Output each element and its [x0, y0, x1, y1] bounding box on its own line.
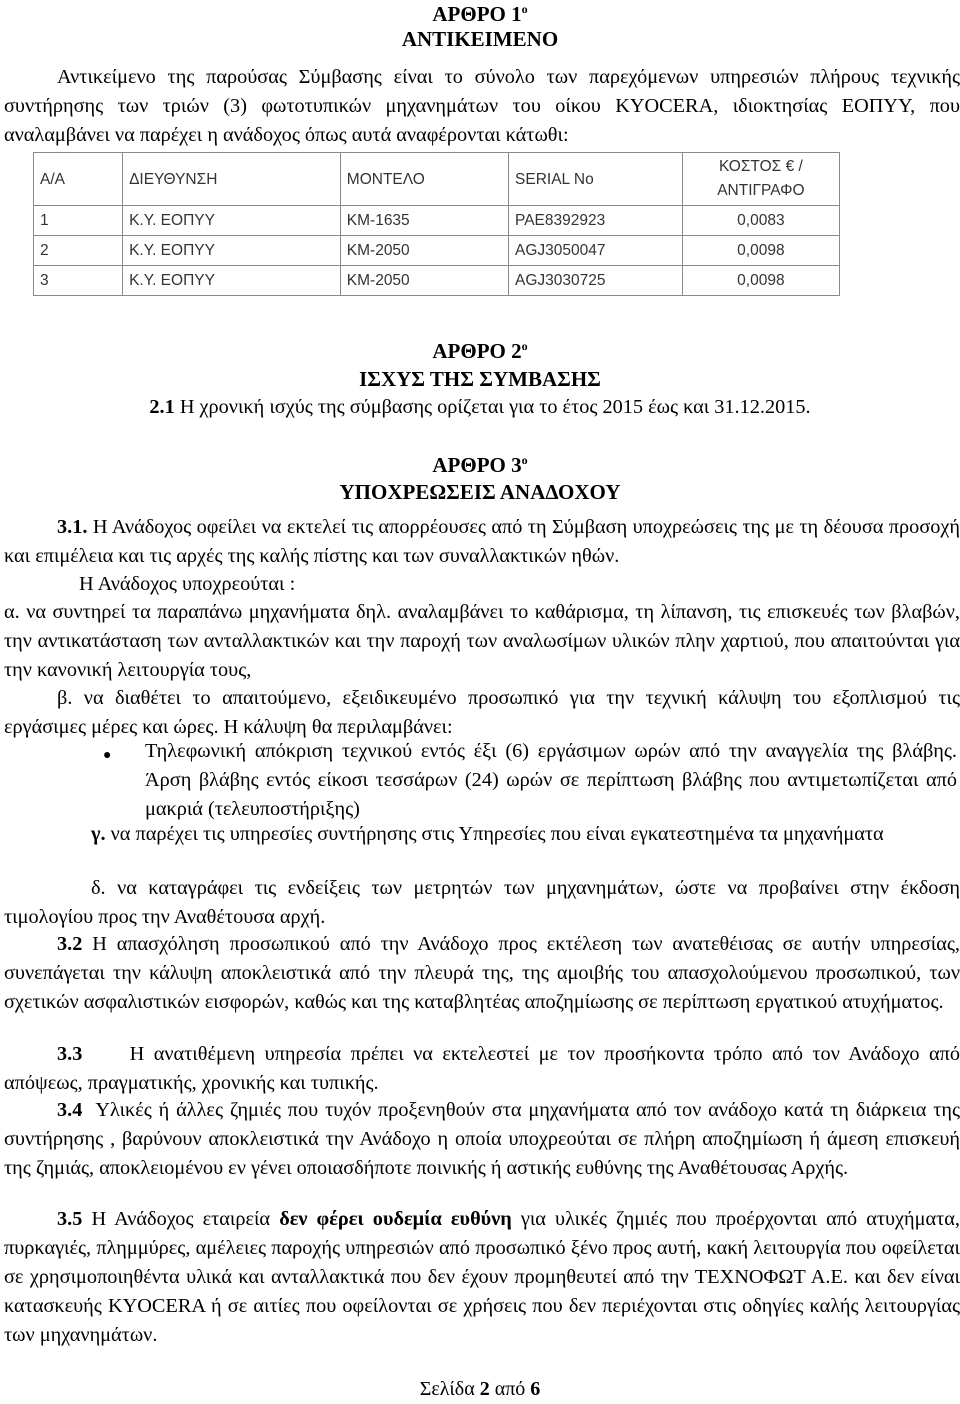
- obliged-line: Η Ανάδοχος υποχρεούται :: [79, 573, 296, 595]
- article-2-subtitle: ΙΣΧΥΣ ΤΗΣ ΣΥΜΒΑΣΗΣ: [359, 367, 601, 391]
- cell-aa: 1: [34, 206, 123, 236]
- paragraph-3-1: 3.1. Η Ανάδοχος οφείλει να εκτελεί τις απορρέουσες από τη Σύμβαση υποχρεώσεις της με τη δέουσα προσοχή και επιμέλεια και τις αρχές της καλής πίστης και των συναλλακτικών ηθών.: [4, 516, 960, 567]
- item-a: α. να συντηρεί τα παραπάνω μηχανήματα δηλ. αναλαμβάνει το καθάρισμα, τη λίπανση, τις επισκευές των βλαβών, την αντικατάσταση των ανταλλακτικών και την παροχή των αναλωσίμων υλικών πλην χαρτιού, που απαιτούνται για την κανονική λειτουργία τους,: [4, 601, 960, 681]
- table-row: [34, 236, 840, 266]
- table-row: [34, 206, 840, 236]
- item-b: β. να διαθέτει το απαιτούμενο, εξειδικευμένο προσωπικό για την τεχνική κάλυψη του εξοπλισμού τις εργάσιμες μέρες και ώρες. Η κάλυψη θα περιλαμβάνει:: [4, 687, 960, 738]
- article-3-title: ΑΡΘΡΟ $3^o$: [432, 453, 528, 477]
- cell-model: KM-1635: [340, 206, 508, 236]
- paragraph-3-3: 3.3 Η ανατιθέμενη υπηρεσία πρέπει να εκτελεστεί με τον προσήκοντα τρόπο από τον Ανάδοχο από απόψεως, πραγματικής, χρονικής και τυπικής.: [4, 1043, 960, 1094]
- item-d: δ. να καταγράφει τις ενδείξεις των μετρητών των μηχανημάτων, ώστε να προβαίνει στην έκδοση τιμολογίου προς την Αναθέτουσα αρχή.: [4, 877, 960, 928]
- cell-cost: 0,0098: [682, 266, 839, 296]
- paragraph-2-1: 2.1 Η χρονική ισχύς της σύμβασης ορίζεται για το έτος 2015 έως και 31.12.2015.: [149, 396, 811, 418]
- col-header-aa: Α/Α: [34, 153, 123, 206]
- bullet-text: Τηλεφωνική απόκριση τεχνικού εντός έξι (6) εργάσιμων ωρών από την αναγγελία της βλάβης. Άρση βλάβης εντός είκοσι τεσσάρων (24) ωρών σε περίπτωση βλάβης που αντιμετωπίζεται από μακριά (τελευποστήριξης): [145, 740, 957, 820]
- article-1-intro: Αντικείμενο της παρούσας Σύμβασης είναι το σύνολο των παρεχόμενων υπηρεσιών πλήρους τεχνικής συντήρησης των τριών (3) φωτοτυπικών μηχανημάτων του οίκου KYOCERA, ιδιοκτησίας ΕΟΠΥΥ, που αναλαμβάνει να παρέχει η ανάδοχος όπως αυτά αναφέρονται κάτωθι:: [4, 66, 960, 146]
- paragraph-3-5: 3.5 Η Ανάδοχος εταιρεία δεν φέρει ουδεμία ευθύνη για υλικές ζημιές που προέρχονται από ατυχήματα, πυρκαγιές, πλημμύρες, αμέλειες παροχής υπηρεσιών από προσωπικό ξένο προς αυτή, κακή λειτουργία που οφείλεται σε χρησιμοποιηθέντα υλικά και ανταλλακτικά που δεν έχουν προμηθευτεί από την ΤΕΧΝΟΦΩΤ Α.Ε. και δεν είναι κατασκευής KYOCERA ή σε αιτίες που οφείλονται σε χρήσεις που δεν περιέχονται στις οδηγίες καλής λειτουργίας των μηχανημάτων.: [4, 1208, 960, 1346]
- col-header-cost: ΚΟΣΤΟΣ € / ΑΝΤΙΓΡΑΦΟ: [682, 153, 839, 206]
- cell-serial: AGJ3050047: [509, 236, 683, 266]
- cell-aa: 3: [34, 266, 123, 296]
- cell-aa: 2: [34, 236, 123, 266]
- article-1-subtitle: ΑΝΤΙΚΕΙΜΕΝΟ: [401, 27, 559, 51]
- table-header-row: [34, 153, 840, 206]
- bullet-dot-icon: ●: [103, 748, 112, 763]
- article-2-title: ΑΡΘΡΟ $2^o$: [432, 339, 528, 363]
- cell-serial: AGJ3030725: [509, 266, 683, 296]
- cell-model: KM-2050: [340, 266, 508, 296]
- cell-model: KM-2050: [340, 236, 508, 266]
- col-header-direction: ΔΙΕΥΘΥΝΣΗ: [123, 153, 341, 206]
- col-header-model: ΜΟΝΤΕΛΟ: [340, 153, 508, 206]
- cell-direction: Κ.Υ. ΕΟΠΥΥ: [123, 236, 341, 266]
- cell-cost: 0,0083: [682, 206, 839, 236]
- item-c: γ. να παρέχει τις υπηρεσίες συντήρησης στις Υπηρεσίες που είναι εγκατεστημένα τα μηχανήματα: [91, 823, 884, 845]
- paragraph-3-4: 3.4 Υλικές ή άλλες ζημιές που τυχόν προξενηθούν στα μηχανήματα από τον ανάδοχο κατά τη διάρκεια της συντήρησης , βαρύνουν αποκλειστικά την Ανάδοχο η οποία υποχρεούται σε πλήρη αποζημίωση ή άμεση επισκευή της ζημιάς, αποκλειομένου εν γένει οποιασδήποτε ποινικής ή αστικής ευθύνης της Αναθέτουσας Αρχής.: [4, 1099, 960, 1179]
- cell-serial: PAE8392923: [509, 206, 683, 236]
- cell-direction: Κ.Υ. ΕΟΠΥΥ: [123, 266, 341, 296]
- article-1-title: ΑΡΘΡΟ $1^o$: [432, 2, 528, 26]
- cell-direction: Κ.Υ. ΕΟΠΥΥ: [123, 206, 341, 236]
- article-3-subtitle: ΥΠΟΧΡΕΩΣΕΙΣ ΑΝΑΔΟΧΟΥ: [339, 480, 621, 504]
- cell-cost: 0,0098: [682, 236, 839, 266]
- page-footer: Σελίδα 2 από 6: [419, 1378, 541, 1400]
- devices-table: [33, 152, 840, 296]
- table-row: [34, 266, 840, 296]
- paragraph-3-2: 3.2 Η απασχόληση προσωπικού από την Ανάδοχο προς εκτέλεση των ανατεθέισας σε αυτήν υπηρεσίας, συνεπάγεται την κάλυψη αποκλειστικά από την πλευρά της, της αμοιβής του απασχολούμενου προσωπικού, των σχετικών ασφαλιστικών εισφορών, καθώς και της καταβλητέας αποζημίωσης σε περίπτωση εργατικού ατυχήματος.: [4, 933, 960, 1013]
- col-header-serial: SERIAL No: [509, 153, 683, 206]
